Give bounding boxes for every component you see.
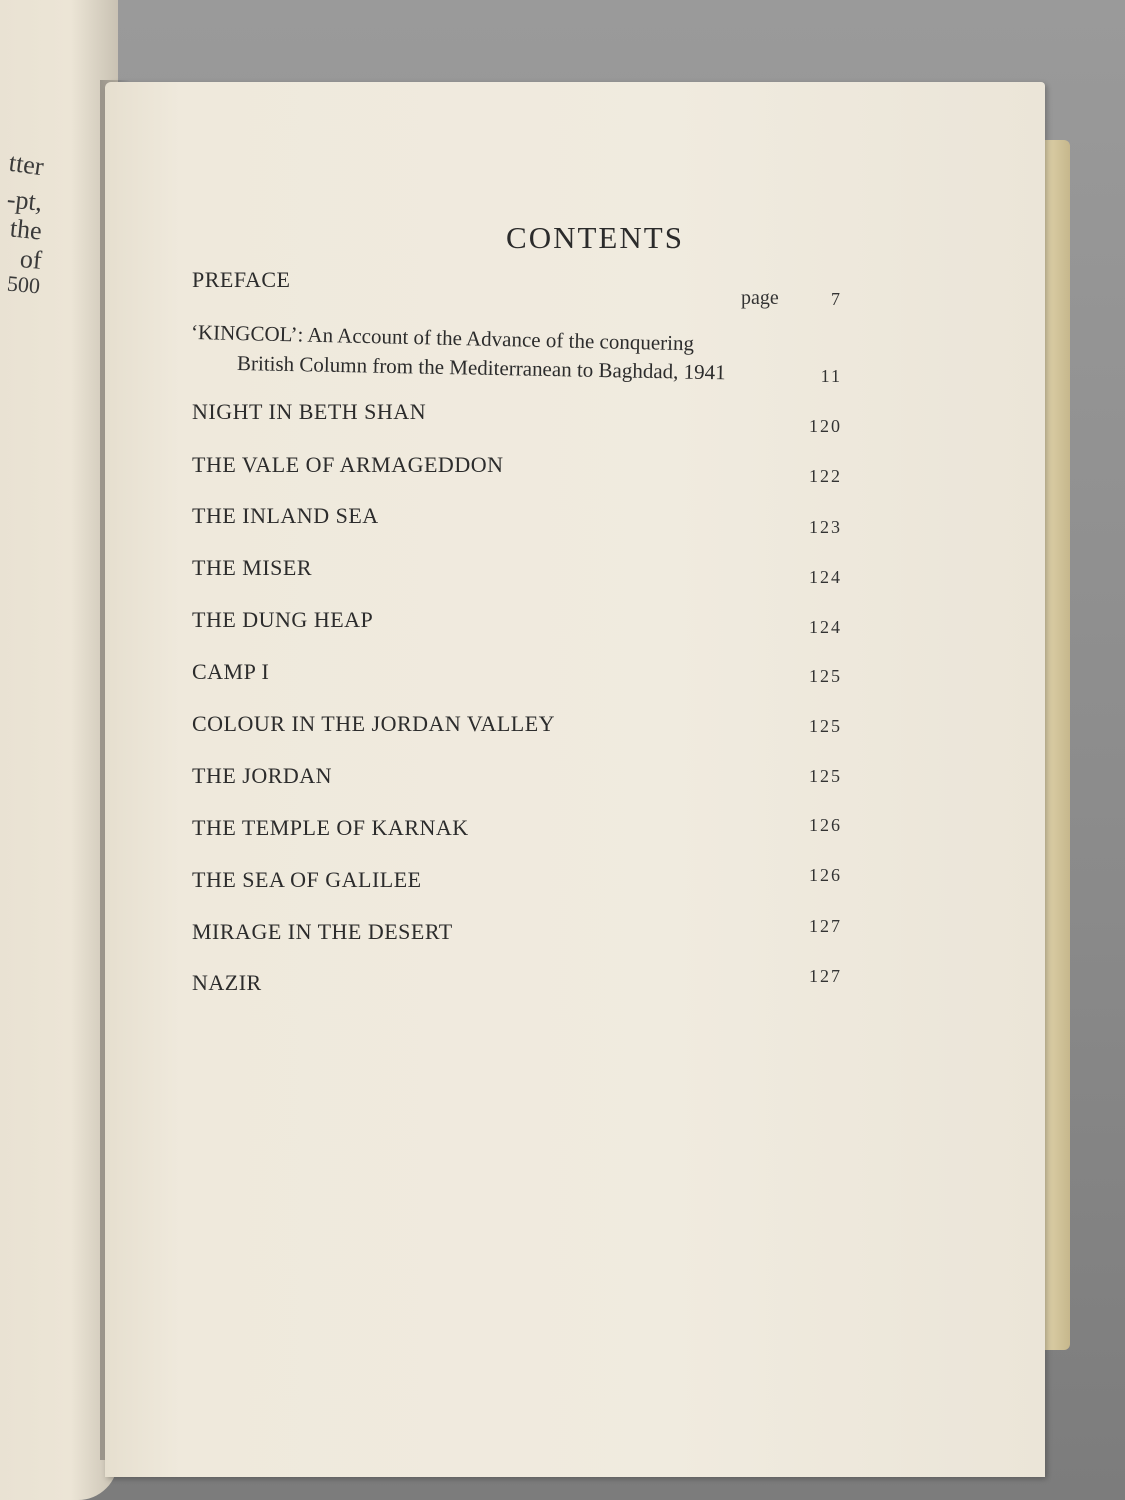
toc-page-number: 11	[820, 366, 842, 386]
page-title: CONTENTS	[506, 220, 684, 255]
toc-page-number: 124	[809, 617, 842, 637]
toc-entry: THE INLAND SEA	[192, 503, 379, 528]
toc-page-number: 122	[809, 466, 842, 486]
toc-entry: MIRAGE IN THE DESERT	[192, 919, 453, 944]
page-label: page	[741, 287, 779, 309]
left-page-fragment: of	[19, 244, 44, 275]
left-page-fragment: tter	[7, 147, 46, 182]
toc-entry: THE SEA OF GALILEE	[192, 867, 422, 892]
toc-page-number: 123	[809, 517, 842, 537]
toc-entry: NIGHT IN BETH SHAN	[192, 399, 427, 424]
toc-entry: NAZIR	[192, 970, 262, 995]
toc-entry-preface: PREFACE	[192, 267, 291, 292]
toc-entry: THE TEMPLE OF KARNAK	[192, 815, 469, 840]
toc-entry: THE MISER	[192, 555, 312, 580]
toc-page-number: 120	[809, 416, 842, 436]
contents-page	[105, 82, 1045, 1477]
left-page-fragment: 500	[6, 270, 42, 299]
toc-entry: COLOUR IN THE JORDAN VALLEY	[192, 711, 556, 736]
toc-page-number: 7	[831, 289, 842, 309]
toc-page-number: 126	[809, 815, 842, 835]
toc-page-number: 124	[809, 567, 842, 587]
toc-page-number: 125	[809, 766, 842, 786]
toc-entry: THE DUNG HEAP	[192, 607, 374, 632]
toc-entry: THE JORDAN	[192, 763, 333, 788]
toc-page-number: 127	[809, 916, 842, 936]
toc-entry: CAMP I	[192, 659, 270, 684]
toc-page-number: 125	[809, 666, 842, 686]
toc-entry-kingcol-line2: British Column from the Mediterranean to Baghdad, 1941	[236, 351, 726, 385]
toc-page-number: 127	[809, 966, 842, 986]
left-page-fragment: the	[8, 213, 44, 246]
toc-entry: THE VALE OF ARMAGEDDON	[192, 452, 504, 477]
toc-page-number: 125	[809, 716, 842, 736]
left-page-fragment: -pt,	[5, 184, 44, 217]
toc-page-number: 126	[809, 865, 842, 885]
toc-entry-kingcol-line1: ‘KINGCOL’: An Account of the Advance of the conquering	[190, 320, 695, 356]
